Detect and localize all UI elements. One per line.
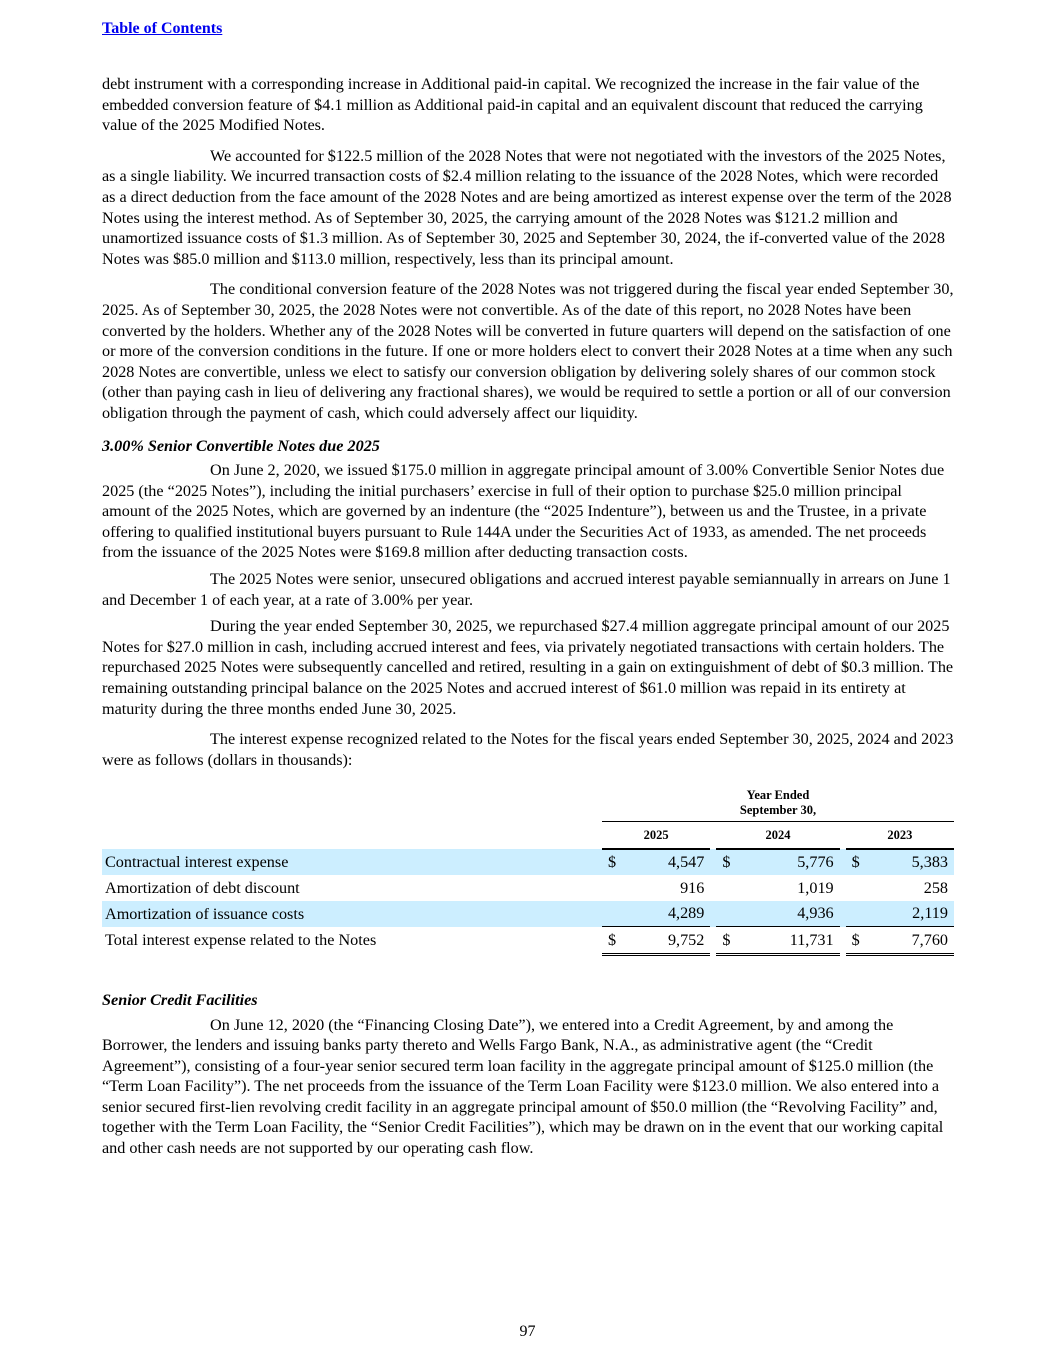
currency-symbol: $ <box>602 849 626 876</box>
table-row-total <box>102 927 954 955</box>
table-row <box>102 901 954 927</box>
paragraph: The conditional conversion feature of the 2028 Notes was not triggered during the fiscal year ended September 30, 2025. As of September 30, 2025, the 2028 Notes were not convertible. As of the date of this report, no 2028 Notes have been converted by the holders. Whether any of the 2028 Notes will be converted in future quarters will depend on the satisfaction of one or more of the conversion conditions in the future. If one or more holders elect to convert their 2028 Notes at a time when any such 2028 Notes are convertible, unless we elect to satisfy our conversion obligation by delivering solely shares of our common stock (other than paying cash in lieu of delivering any fractional shares), we would be required to settle a portion or all of our conversion obligation through the payment of cash, which could adversely affect our liquidity. <box>102 280 954 422</box>
cell-value: 258 <box>923 878 948 897</box>
column-header-2025: 2025 <box>602 822 710 849</box>
table-row <box>102 875 954 901</box>
cell-value: 5,383 <box>870 849 954 876</box>
currency-symbol: $ <box>846 927 870 955</box>
currency-symbol: $ <box>716 849 740 876</box>
cell-value: 5,776 <box>740 849 839 876</box>
table-of-contents-link[interactable]: Table of Contents <box>102 20 223 37</box>
table-row <box>102 849 954 876</box>
currency-symbol: $ <box>602 927 626 955</box>
row-label: Total interest expense related to the Notes <box>105 931 377 950</box>
row-label: Contractual interest expense <box>102 849 602 876</box>
cell-value: 2,119 <box>870 901 954 927</box>
currency-symbol: $ <box>846 849 870 876</box>
column-header-2024: 2024 <box>716 822 839 849</box>
section-heading: 3.00% Senior Convertible Notes due 2025 <box>102 436 380 455</box>
cell-value: 11,731 <box>740 927 839 955</box>
cell-value: 9,752 <box>626 927 710 955</box>
paragraph: We accounted for $122.5 million of the 2028 Notes that were not negotiated with the investors of the 2025 Notes, as a single liability. We incurred transaction costs of $2.4 million relating to the issuance of the 2028 Notes, which were recorded as a direct deduction from the face amount of the 2028 Notes and are being amortized as interest expense over the term of the 2028 Notes using the interest method. As of September 30, 2025, the carrying amount of the 2028 Notes was $121.2 million and unamortized issuance costs of $1.3 million. As of September 30, 2025 and September 30, 2024, the if-converted value of the 2028 Notes was $85.0 million and $113.0 million, respectively, less than its principal amount. <box>102 146 952 268</box>
paragraph: On June 12, 2020 (the “Financing Closing Date”), we entered into a Credit Agreement, by and among the Borrower, the lenders and issuing banks party thereto and Wells Fargo Bank, N.A., as administrative agent (the “Credit Agreement”), consisting of a four-year senior secured term loan facility in the aggregate principal amount of $125.0 million (the “Term Loan Facility”). The net proceeds from the issuance of the Term Loan Facility were $123.0 million. We also entered into a senior secured first-lien revolving credit facility in an aggregate principal amount of $50.0 million (the “Revolving Facility” and, together with the Term Loan Facility, the “Senior Credit Facilities”), which may be drawn on in the event that our working capital and other cash needs are not supported by our operating cash flow. <box>102 1015 944 1158</box>
cell-value: 4,547 <box>626 849 710 876</box>
cell-value: 7,760 <box>870 927 954 955</box>
cell-value: 1,019 <box>797 878 834 897</box>
currency-symbol: $ <box>716 927 740 955</box>
column-header-2023: 2023 <box>846 822 954 849</box>
cell-value: 4,936 <box>740 901 839 927</box>
header-group-line1: Year Ended <box>746 788 810 803</box>
paragraph: During the year ended September 30, 2025, we repurchased $27.4 million aggregate principal amount of our 2025 Notes for $27.0 million in cash, including accrued interest and fees, via privately negotiated transactions with certain holders. The repurchased 2025 Notes were subsequently cancelled and retired, resulting in a gain on extinguishment of debt of $0.3 million. The remaining outstanding principal balance on the 2025 Notes and accrued interest of $61.0 million was repaid in its entirety at maturity during the three months ended June 30, 2025. <box>102 617 954 718</box>
paragraph: debt instrument with a corresponding increase in Additional paid-in capital. We recognized the increase in the fair value of the embedded conversion feature of $4.1 million as Additional paid-in capital and an equivalent discount that reduced the carrying value of the 2025 Modified Notes. <box>102 75 923 135</box>
cell-value: 4,289 <box>626 901 710 927</box>
document-body <box>102 74 954 1169</box>
paragraph: The 2025 Notes were senior, unsecured obligations and accrued interest payable semiannually in arrears on June 1 and December 1 of each year, at a rate of 3.00% per year. <box>102 570 951 609</box>
row-label: Amortization of issuance costs <box>102 901 602 927</box>
row-label: Amortization of debt discount <box>105 878 300 897</box>
page-number: 97 <box>519 1323 536 1340</box>
header-group-line2: September 30, <box>739 803 817 818</box>
paragraph: On June 2, 2020, we issued $175.0 million in aggregate principal amount of 3.00% Convertible Senior Notes due 2025 (the “2025 Notes”), including the initial purchasers’ exercise in full of their option to purchase $25.0 million principal amount of the 2025 Notes, which are governed by an indenture (the “2025 Indenture”), between us and the Trustee, in a private offering to qualified institutional buyers pursuant to Rule 144A under the Securities Act of 1933, as amended. The net proceeds from the issuance of the 2025 Notes were $169.8 million after deducting transaction costs. <box>102 461 945 562</box>
interest-expense-table <box>102 788 954 956</box>
paragraph: The interest expense recognized related to the Notes for the fiscal years ended September 30, 2025, 2024 and 2023 were as follows (dollars in thousands): <box>102 730 954 769</box>
cell-value: 916 <box>680 878 705 897</box>
section-heading: Senior Credit Facilities <box>102 990 258 1009</box>
